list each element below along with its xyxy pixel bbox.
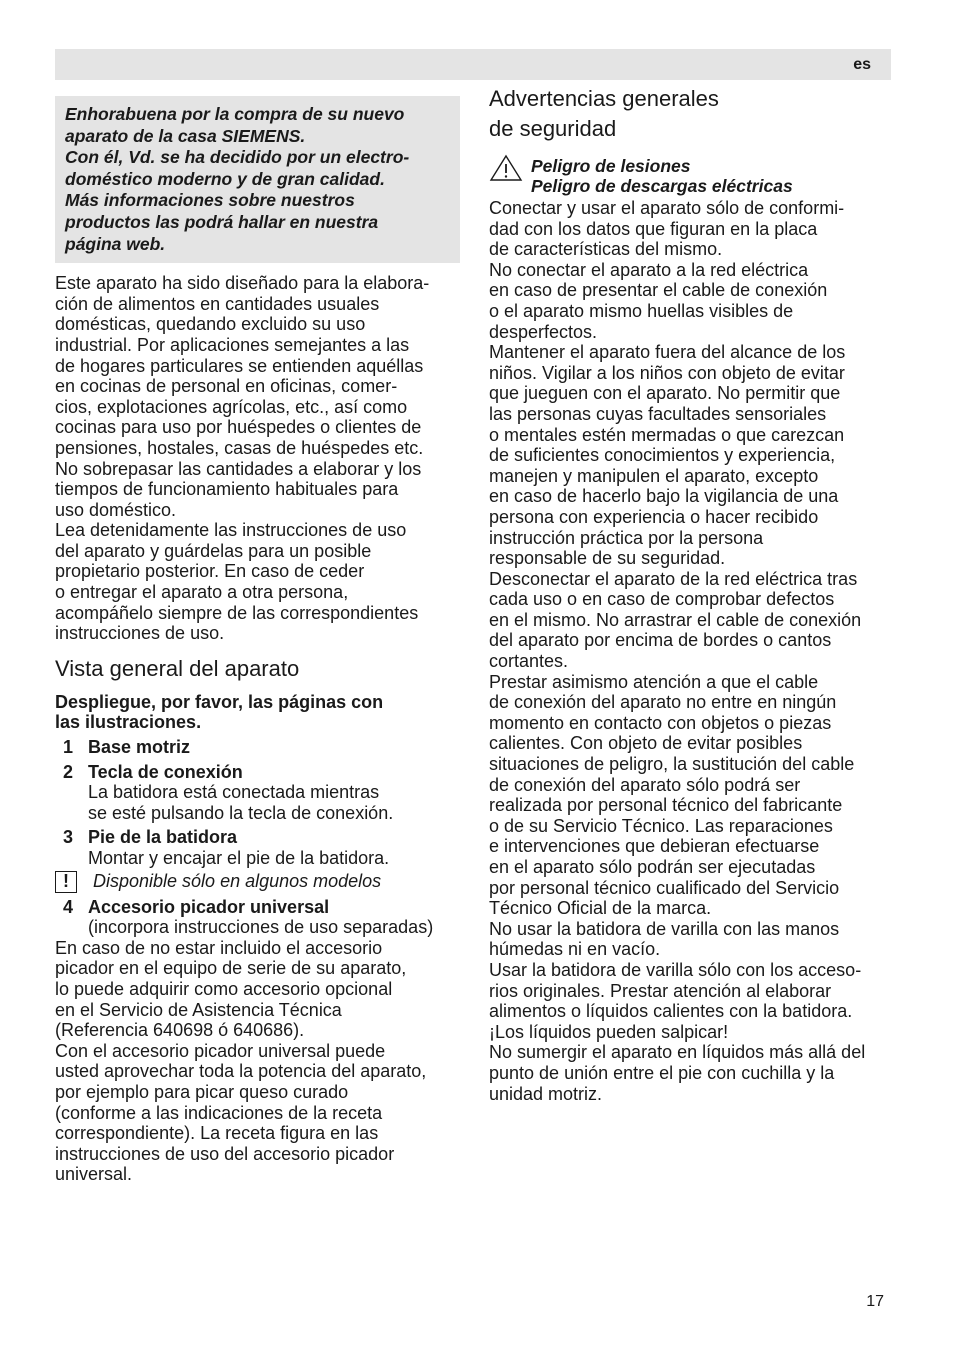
text-line: ción de alimentos en cantidades usuales — [55, 293, 380, 314]
text-line: manejen y manipulen el aparato, excepto — [489, 465, 819, 486]
text-line: (Referencia 640698 ó 640686). — [55, 1020, 305, 1041]
text-line: alimentos o líquidos calientes con la batidora. — [489, 1001, 853, 1022]
text-line: universal. — [55, 1164, 133, 1185]
item-title: Accesorio picador universal — [88, 896, 330, 917]
warning-triangle-icon — [489, 154, 523, 182]
text-line: desperfectos. — [489, 321, 598, 342]
availability-note — [55, 871, 460, 893]
overview-subheading — [55, 692, 460, 733]
item-title: Pie de la batidora — [88, 827, 238, 848]
text-line: responsable de su seguridad. — [489, 548, 726, 569]
text-line: que jueguen con el aparato. No permitir que — [489, 383, 841, 404]
text-line: (conforme a las indicaciones de la receta — [55, 1102, 383, 1123]
item-body — [88, 827, 460, 868]
item-body — [88, 762, 460, 824]
text-line: No usar la batidora de varilla con las manos — [489, 918, 840, 939]
note-text: Disponible sólo en algunos modelos — [93, 871, 382, 892]
left-column — [55, 96, 460, 1185]
text-line: Desconectar el aparato de la red eléctrica tras — [489, 568, 858, 589]
text-line: o mentales estén mermadas o que carezcan — [489, 424, 845, 445]
text-line: Prestar asimismo atención a que el cable — [489, 671, 819, 692]
text-line: por ejemplo para picar queso curado — [55, 1081, 349, 1102]
safety-text — [489, 198, 894, 1104]
warning-text — [531, 156, 793, 196]
description-text — [55, 273, 460, 644]
text-line: Lea detenidamente las instrucciones de uso — [55, 520, 407, 541]
intro-line: Más informaciones sobre nuestros — [65, 190, 355, 211]
text-line: En caso de no estar incluido el accesorio — [55, 937, 383, 958]
warning-line: Peligro de descargas eléctricas — [531, 176, 793, 196]
text-line: Con el accesorio picador universal puede — [55, 1040, 386, 1061]
safety-heading — [489, 84, 894, 144]
text-line: ¡Los líquidos pueden salpicar! — [489, 1021, 729, 1042]
text-line: de conexión del aparato sólo podrá ser — [489, 774, 801, 795]
intro-line: productos las podrá hallar en nuestra — [65, 211, 379, 232]
text-line: persona con experiencia o hacer recibido — [489, 506, 819, 527]
text-line: húmedas ni en vacío. — [489, 939, 661, 960]
text-line: Conectar y usar el aparato sólo de conformi- — [489, 198, 845, 218]
text-line: calientes. Con objeto de evitar posibles — [489, 733, 803, 754]
text-line: uso doméstico. — [55, 499, 177, 520]
subheading-line: las ilustraciones. — [55, 712, 202, 733]
text-line: lo puede adquirir como accesorio opcional — [55, 978, 393, 999]
warning-line: Peligro de lesiones — [531, 156, 691, 176]
text-line: en el Servicio de Asistencia Técnica — [55, 999, 342, 1020]
language-code: es — [853, 56, 871, 73]
text-line: punto de unión entre el pie con cuchilla y la — [489, 1062, 835, 1083]
intro-line: página web. — [65, 233, 166, 254]
text-line: situaciones de peligro, la sustitución del cable — [489, 754, 855, 775]
page-number: 17 — [866, 1293, 884, 1310]
text-line: cortantes. — [489, 651, 569, 672]
text-line: instrucciones de uso del accesorio picador — [55, 1143, 395, 1164]
text-line: tiempos de funcionamiento habituales para — [55, 479, 399, 500]
text-line: del aparato y guárdelas para un posible — [55, 540, 372, 561]
text-line: No sobrepasar las cantidades a elaborar y los — [55, 458, 422, 479]
text-line: de características del mismo. — [489, 239, 723, 260]
list-item — [55, 897, 460, 938]
item-description: La batidora está conectada mientras — [88, 782, 380, 803]
intro-line: aparato de la casa SIEMENS. — [65, 125, 306, 146]
text-line: No sumergir el aparato en líquidos más allá del — [489, 1042, 866, 1063]
intro-line: Enhorabuena por la compra de su nuevo — [65, 104, 405, 124]
item-title: Tecla de conexión — [88, 761, 243, 782]
text-line: cios, explotaciones agrícolas, etc., así como — [55, 396, 408, 417]
text-line: No conectar el aparato a la red eléctrica — [489, 259, 809, 280]
text-line: realizada por personal técnico del fabricante — [489, 795, 843, 816]
right-column — [489, 84, 894, 1104]
text-line: correspondiente). La receta figura en las — [55, 1123, 379, 1144]
text-line: de conexión del aparato no entre en ningún — [489, 692, 837, 713]
text-line: en caso de presentar el cable de conexión — [489, 280, 828, 301]
text-line: niños. Vigilar a los niños con objeto de evitar — [489, 362, 845, 383]
text-line: cocinas para uso por huéspedes o clientes de — [55, 417, 422, 438]
text-line: acompáñelo siempre de las correspondientes — [55, 602, 419, 623]
warning-block — [489, 156, 894, 196]
text-line: pensiones, hostales, casas de huéspedes etc. — [55, 437, 424, 458]
text-line: de suficientes conocimientos y experiencia, — [489, 445, 836, 466]
text-line: instrucción práctica por la persona — [489, 527, 764, 548]
item-number: 3 — [63, 827, 74, 848]
text-line: en cocinas de personal en oficinas, comer- — [55, 376, 398, 397]
accessory-text — [55, 938, 460, 1185]
text-line: unidad motriz. — [489, 1083, 603, 1104]
item-description: (incorpora instrucciones de uso separadas) — [88, 917, 434, 938]
item-description: se esté pulsando la tecla de conexión. — [88, 802, 394, 823]
text-line: o de su Servicio Técnico. Las reparaciones — [489, 815, 833, 836]
text-line: Mantener el aparato fuera del alcance de los — [489, 342, 846, 363]
text-line: domésticas, quedando excluido su uso — [55, 314, 366, 335]
text-line: industrial. Por aplicaciones semejantes a las — [55, 334, 410, 355]
parts-list — [55, 737, 460, 869]
text-line: o entregar el aparato a otra persona, — [55, 582, 349, 603]
intro-line: doméstico moderno y de gran calidad. — [65, 168, 385, 189]
exclamation-icon: ! — [55, 871, 77, 893]
header-bar — [55, 49, 891, 80]
overview-heading: Vista general del aparato — [55, 655, 300, 681]
item-number: 4 — [63, 896, 74, 917]
list-item — [55, 827, 460, 868]
item-number: 2 — [63, 761, 74, 782]
text-line: las personas cuyas facultades sensoriales — [489, 403, 827, 424]
list-item — [55, 762, 460, 824]
text-line: en el mismo. No arrastrar el cable de conexión — [489, 609, 862, 630]
text-line: del aparato por encima de bordes o cantos — [489, 630, 832, 651]
intro-box — [55, 96, 460, 263]
text-line: o el aparato mismo huellas visibles de — [489, 300, 794, 321]
text-line: en caso de hacerlo bajo la vigilancia de una — [489, 486, 839, 507]
text-line: de hogares particulares se entienden aquéllas — [55, 355, 424, 376]
intro-line: Con él, Vd. se ha decidido por un electro- — [65, 147, 410, 168]
item-number: 1 — [63, 737, 74, 758]
text-line: cada uso o en caso de comprobar defectos — [489, 589, 835, 610]
text-line: instrucciones de uso. — [55, 623, 225, 644]
text-line: momento en contacto con objetos o piezas — [489, 712, 832, 733]
text-line: por personal técnico cualificado del Servicio — [489, 877, 840, 898]
heading-line: de seguridad — [489, 116, 617, 141]
text-line: e intervenciones que debieran efectuarse — [489, 836, 820, 857]
subheading-line: Despliegue, por favor, las páginas con — [55, 691, 384, 712]
heading-line: Advertencias generales — [489, 86, 719, 111]
item-description: Montar y encajar el pie de la batidora. — [88, 848, 390, 868]
text-line: Este aparato ha sido diseñado para la elabora- — [55, 273, 430, 294]
item-body — [88, 737, 460, 758]
text-line: picador en el equipo de serie de su aparato, — [55, 958, 407, 979]
item-body — [88, 897, 460, 938]
parts-list-4 — [55, 897, 460, 938]
list-item — [55, 737, 460, 758]
text-line: rios originales. Prestar atención al elaborar — [489, 980, 832, 1001]
text-line: Usar la batidora de varilla sólo con los acceso- — [489, 959, 862, 980]
text-line: dad con los datos que figuran en la placa — [489, 218, 818, 239]
text-line: en el aparato sólo podrán ser ejecutadas — [489, 857, 816, 877]
text-line: propietario posterior. En caso de ceder — [55, 561, 365, 582]
item-title: Base motriz — [88, 737, 191, 758]
text-line: usted aprovechar toda la potencia del aparato, — [55, 1061, 427, 1082]
text-line: Técnico Oficial de la marca. — [489, 898, 712, 919]
